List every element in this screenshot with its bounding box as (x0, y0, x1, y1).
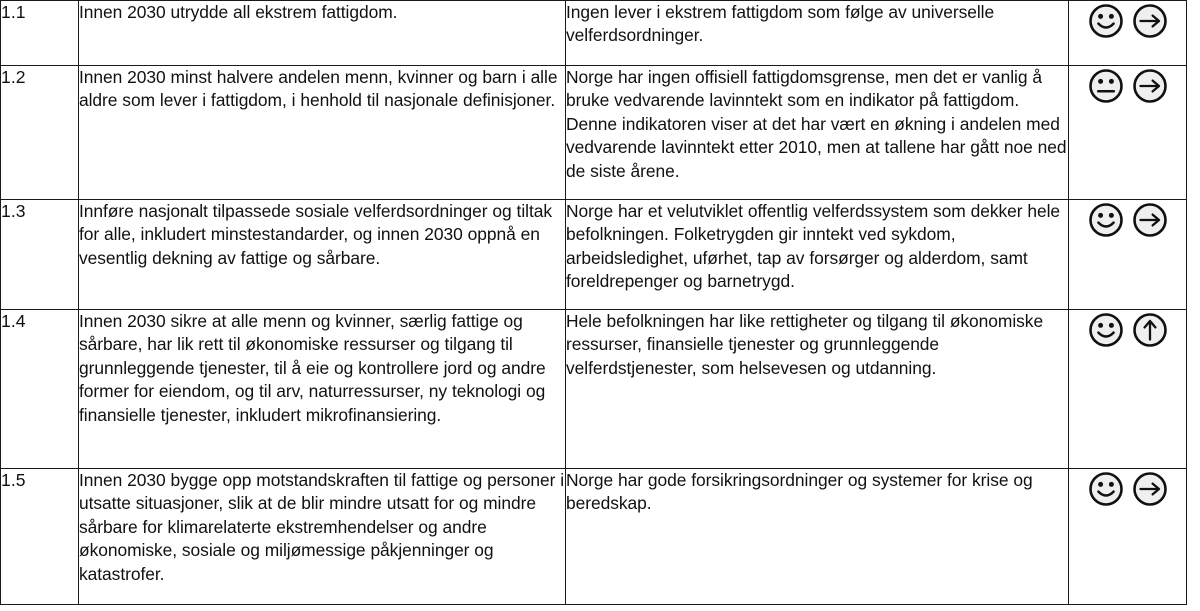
target-description-cell: Innføre nasjonalt tilpassede sosiale velferdsordninger og tiltak for alle, inkludert minstestandarder, og innen 2030 oppnå en vesentlig dekning av fattige og sårbare. (79, 200, 566, 310)
status-description-cell: Norge har ingen offisiell fattigdomsgrense, men det er vanlig å bruke vedvarende lavinntekt som en indikator på fattigdom. Denne indikatoren viser at det har vært en økning i andelen med vedvarende lavinntekt etter 2010, men at tallene har gått noe ned de siste årene. (566, 66, 1069, 200)
target-number-cell: 1.2 (1, 66, 79, 200)
status-icons-cell (1069, 1, 1187, 66)
target-number-cell: 1.1 (1, 1, 79, 66)
arrow-right-icon (1130, 1, 1170, 41)
table-row (1, 66, 1187, 200)
status-description-cell: Hele befolkningen har like rettigheter og tilgang til økonomiske ressurser, finansielle tjenester og grunnleggende velferdstjenester, som helsevesen og utdanning. (566, 310, 1069, 469)
target-description-cell: Innen 2030 sikre at alle menn og kvinner, særlig fattige og sårbare, har lik rett til økonomiske ressurser og tilgang til grunnleggende tjenester, til å eie og kontrollere jord og andre former for eiendom, og til arv, naturressurser, ny teknologi og finansielle tjenester, inkludert mikrofinansiering. (79, 310, 566, 469)
status-icons-cell (1069, 469, 1187, 605)
target-description-cell: Innen 2030 utrydde all ekstrem fattigdom. (79, 1, 566, 66)
icon-pair (1086, 200, 1170, 240)
status-icons-cell (1069, 66, 1187, 200)
status-description-cell: Norge har gode forsikringsordninger og systemer for krise og beredskap. (566, 469, 1069, 605)
target-number-cell: 1.5 (1, 469, 79, 605)
icon-pair (1086, 469, 1170, 509)
status-icons-cell (1069, 200, 1187, 310)
icon-pair (1086, 310, 1170, 350)
target-description-cell: Innen 2030 bygge opp motstandskraften til fattige og personer i utsatte situasjoner, slik at de blir mindre utsatt for og mindre sårbare for klimarelaterte ekstremhendelser og andre økonomiske, sosiale og miljømessige påkjenninger og katastrofer. (79, 469, 566, 605)
icon-pair (1086, 1, 1170, 41)
arrow-right-icon (1130, 469, 1170, 509)
table-row (1, 310, 1187, 469)
smiley-face-icon (1086, 310, 1126, 350)
table-body (1, 1, 1187, 605)
target-description-cell: Innen 2030 minst halvere andelen menn, kvinner og barn i alle aldre som lever i fattigdom, i henhold til nasjonale definisjoner. (79, 66, 566, 200)
target-number-cell: 1.4 (1, 310, 79, 469)
status-icons-cell (1069, 310, 1187, 469)
table-row (1, 469, 1187, 605)
smiley-face-icon (1086, 469, 1126, 509)
arrow-right-icon (1130, 200, 1170, 240)
table-row (1, 1, 1187, 66)
status-description-cell: Ingen lever i ekstrem fattigdom som følge av universelle velferdsordninger. (566, 1, 1069, 66)
table-row (1, 200, 1187, 310)
icon-pair (1086, 66, 1170, 106)
status-description-cell: Norge har et velutviklet offentlig velferdssystem som dekker hele befolkningen. Folketrygden gir inntekt ved sykdom, arbeidsledighet, uførhet, tap av forsørger og alderdom, samt foreldrepenger og barnetrygd. (566, 200, 1069, 310)
smiley-face-icon (1086, 1, 1126, 41)
smiley-face-icon (1086, 200, 1126, 240)
neutral-face-icon (1086, 66, 1126, 106)
target-number-cell: 1.3 (1, 200, 79, 310)
arrow-right-icon (1130, 66, 1170, 106)
arrow-up-icon (1130, 310, 1170, 350)
